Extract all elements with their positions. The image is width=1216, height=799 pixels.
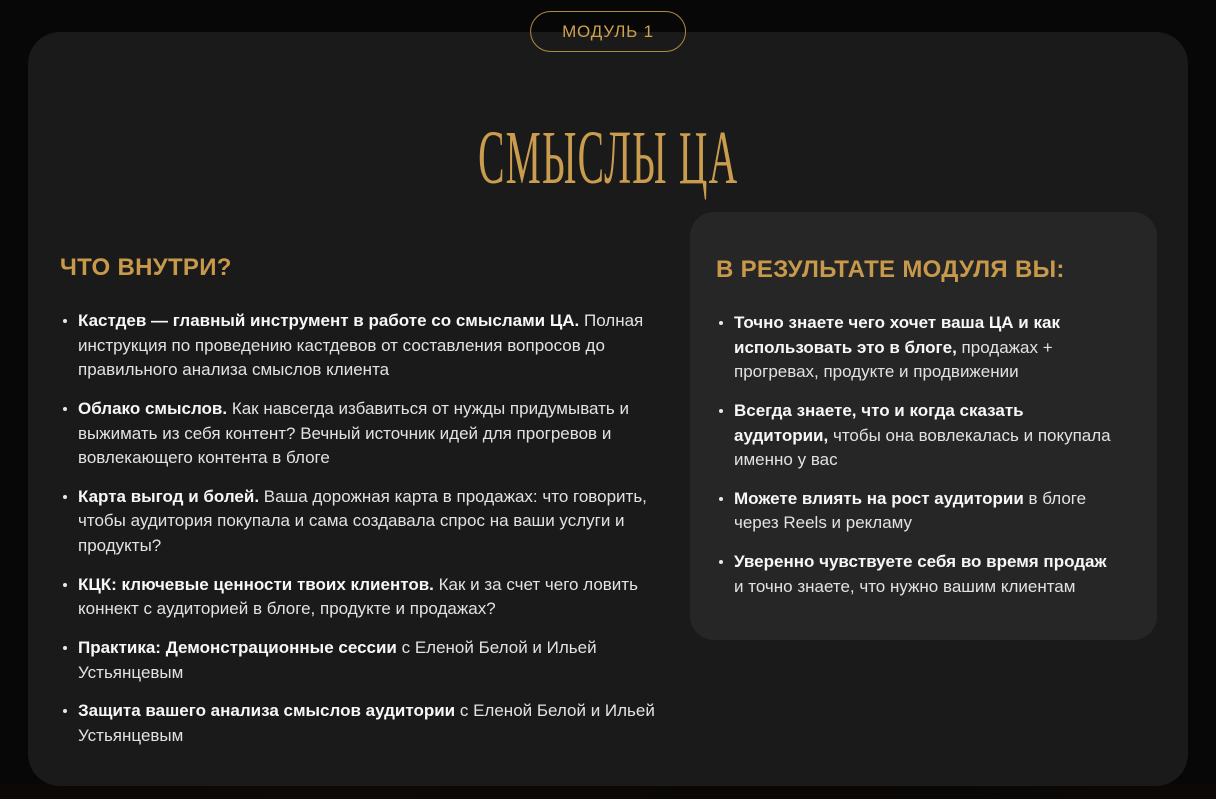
result-text — [734, 487, 1117, 536]
feature-item — [60, 397, 660, 471]
bullet-dot-icon — [63, 646, 67, 650]
feature-bold-text: КЦК: ключевые ценности твоих клиентов. — [78, 574, 434, 594]
bullet-dot-icon — [719, 409, 723, 413]
feature-text — [78, 309, 660, 383]
feature-regular-text: Как и за счет чего ловить коннект с аудиторией в блоге, продукте и продажах? — [78, 574, 638, 619]
feature-bold-text: Облако смыслов. — [78, 398, 228, 418]
bullet-dot-icon — [63, 583, 67, 587]
feature-text — [78, 573, 660, 622]
feature-regular-text: с Еленой Белой и Ильей Устьянцевым — [78, 638, 597, 682]
feature-regular-text: Ваша дорожная карта в продажах: что говорить, чтобы аудитория покупала и сама создавала спрос на ваши услуги и продукты? — [78, 486, 647, 556]
result-bold-text: Можете влиять на рост аудитории — [734, 488, 1024, 508]
result-text — [734, 399, 1117, 473]
feature-item — [60, 485, 660, 559]
bullet-dot-icon — [719, 497, 723, 501]
module-title-text: СМЫСЛЫ ЦА — [477, 116, 739, 200]
module-results-heading: В РЕЗУЛЬТАТЕ МОДУЛЯ ВЫ: — [716, 256, 1065, 283]
result-bold-text: Точно знаете чего хочет ваша ЦА и как использовать это в блоге, — [734, 313, 1060, 357]
result-bold-text: Уверенно чувствуете себя во время продаж — [734, 552, 1107, 572]
feature-bold-text: Защита вашего анализа смыслов аудитории — [78, 701, 456, 721]
module-badge — [530, 11, 686, 52]
result-bold-text: Всегда знаете, что и когда сказать аудитории, — [734, 400, 1024, 445]
feature-regular-text: с Еленой Белой и Ильей Устьянцевым — [78, 701, 655, 745]
result-item — [716, 311, 1117, 385]
whats-inside-section — [60, 254, 660, 763]
module-results-card — [690, 212, 1157, 640]
module-badge-label: МОДУЛЬ 1 — [562, 21, 654, 41]
feature-text — [78, 397, 660, 471]
feature-text — [78, 699, 660, 748]
result-regular-text: чтобы она вовлекалась и покупала именно у вас — [734, 425, 1111, 470]
feature-regular-text: Полная инструкция по проведению кастдевов от составления вопросов до правильного анализа смыслов клиента — [78, 311, 644, 380]
feature-bold-text: Кастдев — главный инструмент в работе со смыслами ЦА. — [78, 311, 580, 330]
bullet-dot-icon — [63, 407, 67, 411]
module-title — [28, 116, 1188, 200]
whats-inside-heading: ЧТО ВНУТРИ? — [60, 254, 232, 281]
feature-bold-text: Карта выгод и болей. — [78, 486, 260, 506]
feature-item — [60, 636, 660, 685]
bullet-dot-icon — [63, 709, 67, 713]
bullet-dot-icon — [719, 321, 723, 325]
feature-text — [78, 636, 660, 685]
result-item — [716, 550, 1117, 599]
result-regular-text: и точно знаете, что нужно вашим клиентам — [734, 576, 1076, 596]
feature-bold-text: Практика: Демонстрационные сессии — [78, 638, 397, 658]
feature-item — [60, 699, 660, 748]
page-background-strip — [0, 785, 1216, 799]
bullet-dot-icon — [719, 560, 723, 564]
bullet-dot-icon — [63, 495, 67, 499]
whats-inside-list — [60, 309, 660, 749]
result-text — [734, 311, 1117, 385]
result-item — [716, 487, 1117, 536]
result-regular-text: в блоге через Reels и рекламу — [734, 488, 1087, 533]
feature-regular-text: Как навсегда избавиться от нужды придумывать и выжимать из себя контент? Вечный источник идей для прогревов и вовлекающего контента в блоге — [78, 398, 629, 468]
feature-item — [60, 309, 660, 383]
feature-text — [78, 485, 660, 559]
result-item — [716, 399, 1117, 473]
module-results-list — [716, 311, 1117, 599]
bullet-dot-icon — [63, 319, 67, 323]
feature-item — [60, 573, 660, 622]
result-text — [734, 550, 1117, 599]
result-regular-text: продажах + прогревах, продукте и продвижении — [734, 337, 1053, 382]
module-card — [28, 32, 1188, 786]
